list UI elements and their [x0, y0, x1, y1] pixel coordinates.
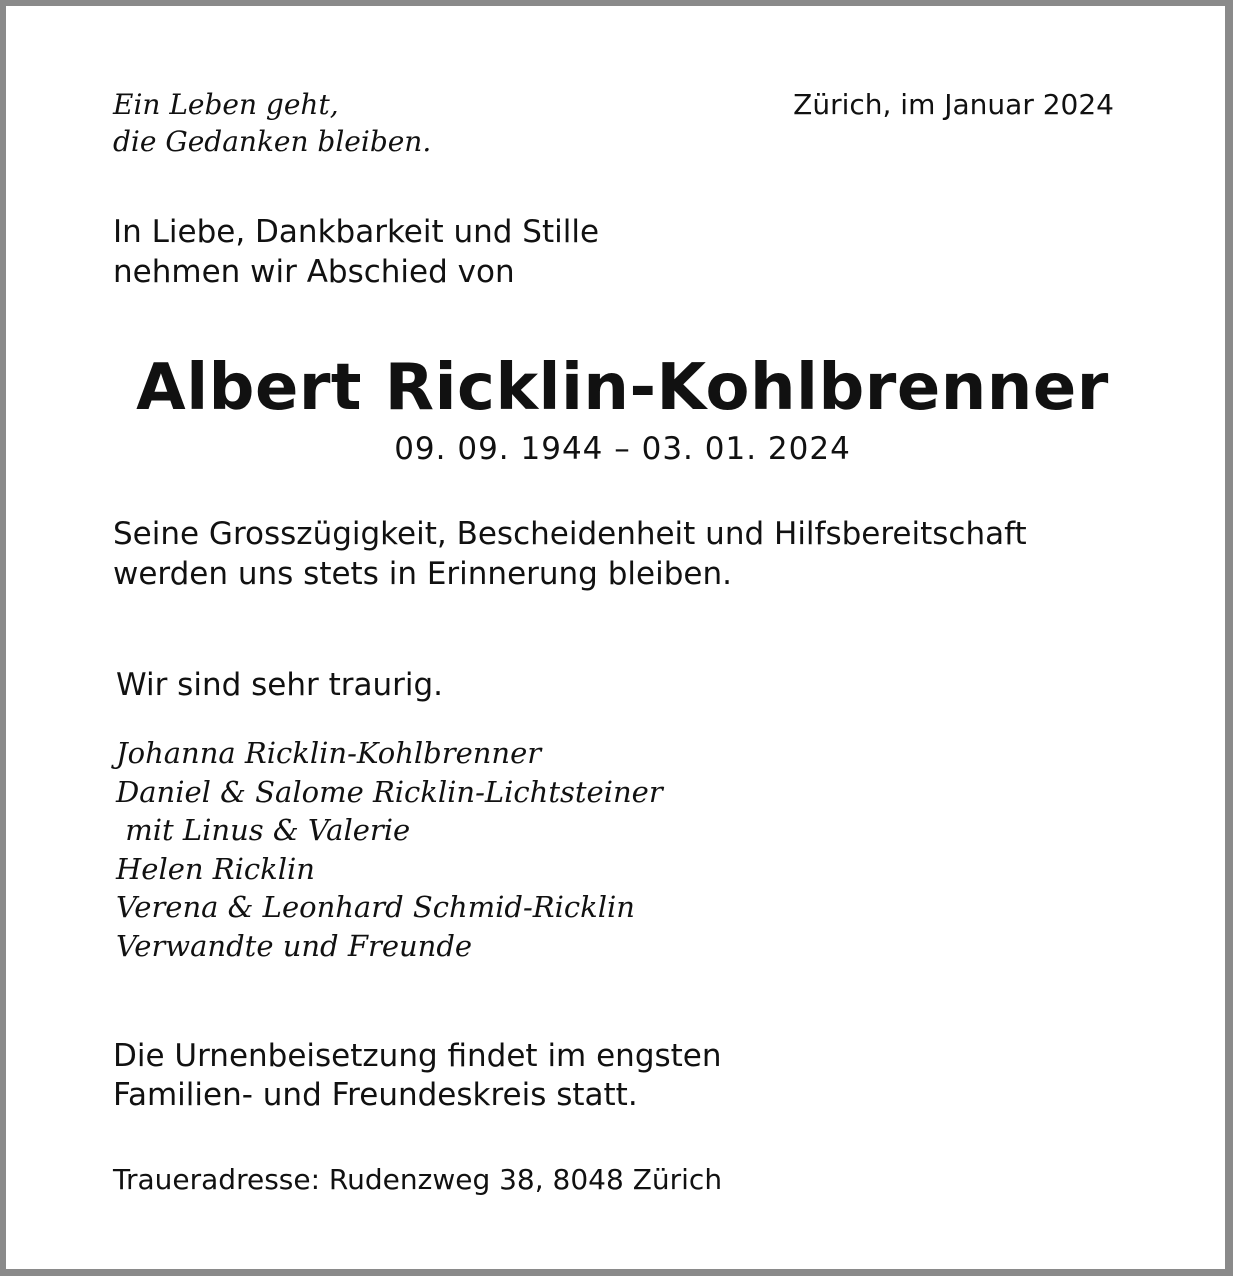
deceased-name: Albert Ricklin-Kohlbrenner [136, 351, 1109, 425]
mourner: Daniel & Salome Ricklin-Lichtsteiner [116, 774, 663, 809]
mourning-address: Traueradresse: Rudenzweg 38, 8048 Zürich [113, 1163, 723, 1196]
mourner: Johanna Ricklin-Kohlbrenner [116, 736, 542, 770]
tribute-text [113, 514, 1027, 594]
motto [113, 86, 431, 160]
mourners-list [116, 734, 663, 966]
intro-line: nehmen wir Abschied von [113, 254, 515, 290]
mourner: mit Linus & Valerie [116, 813, 411, 848]
mourner: Verena & Leonhard Schmid-Ricklin [116, 890, 635, 925]
burial-line: Familien- und Freundeskreis statt. [113, 1077, 638, 1113]
burial-notice [113, 1037, 722, 1115]
motto-line: die Gedanken bleiben. [113, 125, 432, 158]
sad-line: Wir sind sehr traurig. [116, 667, 444, 703]
tribute-line: Seine Grosszügigkeit, Bescheidenheit und Hilfsbereitschaft [113, 516, 1027, 552]
life-dates: 09. 09. 1944 – 03. 01. 2024 [394, 431, 851, 467]
motto-line: Ein Leben geht, [113, 88, 339, 121]
burial-line: Die Urnenbeisetzung findet im engsten [113, 1038, 722, 1074]
place-date: Zürich, im Januar 2024 [793, 88, 1114, 121]
mourner: Verwandte und Freunde [116, 928, 473, 963]
intro-line: In Liebe, Dankbarkeit und Stille [113, 214, 600, 250]
mourner: Helen Ricklin [116, 851, 315, 886]
intro-text [113, 212, 599, 292]
tribute-line: werden uns stets in Erinnerung bleiben. [113, 556, 732, 592]
